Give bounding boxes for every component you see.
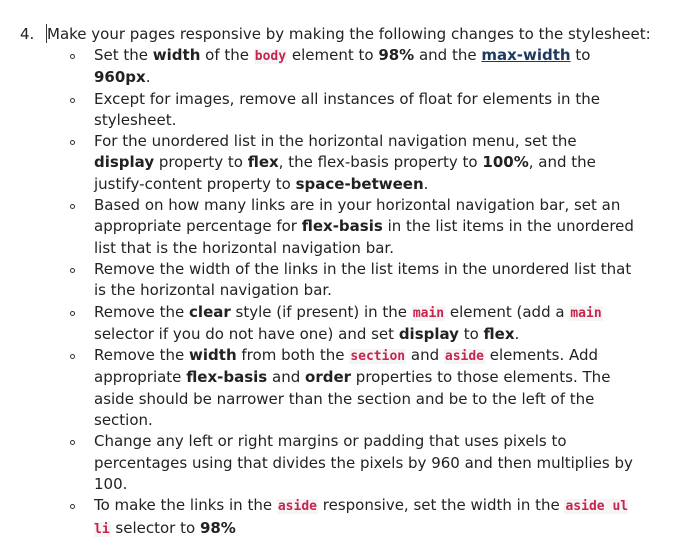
- list-item: [0, 195, 639, 259]
- list-item: [0, 302, 639, 346]
- item-text: .: [145, 68, 151, 87]
- bold-term: order: [305, 368, 352, 387]
- bullet-icon: [70, 440, 75, 445]
- item-text: and: [267, 368, 306, 387]
- item-text: Remove the: [94, 302, 190, 321]
- item-text: , the flex-basis property to: [278, 153, 483, 172]
- bold-term: space-between: [295, 174, 424, 193]
- item-text: For the unordered list in the horizontal navigation menu, set the: [94, 132, 577, 151]
- code-term: main: [570, 305, 602, 321]
- item-text: element to: [287, 46, 379, 64]
- list-item: [0, 431, 639, 495]
- item-text: selector if you do not have one) and set: [94, 324, 399, 343]
- bold-term: flex-basis: [186, 368, 268, 387]
- item-text: and the: [414, 46, 482, 64]
- item-text: in the list items in the unordered list that is the horizontal navigation bar.: [94, 217, 634, 257]
- item-text: Change any left or right margins or padding that uses pixels to percentages using that divides the pixels by 960 and then multiplies by 100.: [94, 432, 633, 493]
- bold-term: width: [152, 46, 201, 64]
- item-text: element (add a: [445, 302, 570, 321]
- item-text: Except for images, remove all instances of float for elements in the stylesheet.: [94, 89, 600, 129]
- bold-term: flex: [247, 153, 279, 172]
- item-text: style (if present) in the: [230, 302, 412, 321]
- step-lead-text: Make your pages responsive by making the following changes to the stylesheet:: [47, 25, 651, 43]
- bullet-icon: [70, 504, 75, 509]
- code-term: main: [412, 305, 445, 321]
- item-text: responsive, set the width in the: [317, 496, 565, 515]
- list-item: [0, 131, 639, 195]
- code-term: aside: [277, 499, 317, 515]
- item-text: , and the justify-content property to: [94, 153, 596, 193]
- bullet-icon: [70, 140, 75, 145]
- bold-term: width: [189, 346, 237, 365]
- bullet-icon: [70, 354, 75, 359]
- code-term: aside ul li: [94, 499, 629, 537]
- item-text: to: [458, 324, 484, 343]
- item-text: property to: [154, 153, 248, 172]
- list-item: [0, 259, 639, 302]
- item-text: to: [570, 46, 591, 64]
- bullet-icon: [70, 268, 75, 273]
- bold-term: 98%: [199, 518, 236, 537]
- list-item: [0, 495, 639, 540]
- bullet-icon: [70, 204, 75, 209]
- item-text: Based on how many links are in your horizontal navigation bar, set an appropriate percentage for: [94, 196, 621, 236]
- item-text: properties to those elements. The aside should be narrower than the section and be to the left of the section.: [94, 368, 611, 430]
- list-item: [0, 45, 639, 89]
- bold-term: flex-basis: [301, 217, 383, 236]
- bold-term: clear: [189, 302, 231, 321]
- item-text: Remove the width of the links in the list items in the unordered list that is the horizontal navigation bar.: [94, 259, 632, 300]
- item-text: .: [423, 174, 429, 193]
- bullet-icon: [70, 98, 75, 103]
- item-text: from both the: [236, 346, 350, 365]
- item-text: Remove the: [94, 346, 190, 365]
- bullet-icon: [70, 54, 75, 59]
- bold-term: flex: [483, 324, 515, 343]
- code-term: body: [254, 49, 287, 64]
- code-term: section: [350, 349, 406, 365]
- list-item: [0, 345, 639, 431]
- item-text: .: [514, 324, 520, 343]
- bold-term: display: [94, 153, 155, 172]
- bold-term: 98%: [378, 46, 415, 64]
- bold-term: 960px: [94, 68, 146, 87]
- item-text: elements. Add appropriate: [94, 346, 599, 387]
- item-text: of the: [200, 46, 254, 64]
- instruction-list: [0, 45, 675, 540]
- item-text: To make the links in the: [94, 496, 277, 515]
- code-term: aside: [444, 349, 485, 365]
- bold-term: 100%: [482, 153, 529, 172]
- item-text: selector to: [110, 518, 200, 537]
- list-item: [0, 89, 639, 132]
- bold-term: display: [398, 324, 459, 343]
- link-term[interactable]: max-width: [481, 46, 571, 64]
- bullet-icon: [70, 311, 75, 316]
- item-text: and: [406, 346, 444, 365]
- step-number: 4.: [20, 25, 35, 43]
- item-text: Set the: [94, 46, 153, 64]
